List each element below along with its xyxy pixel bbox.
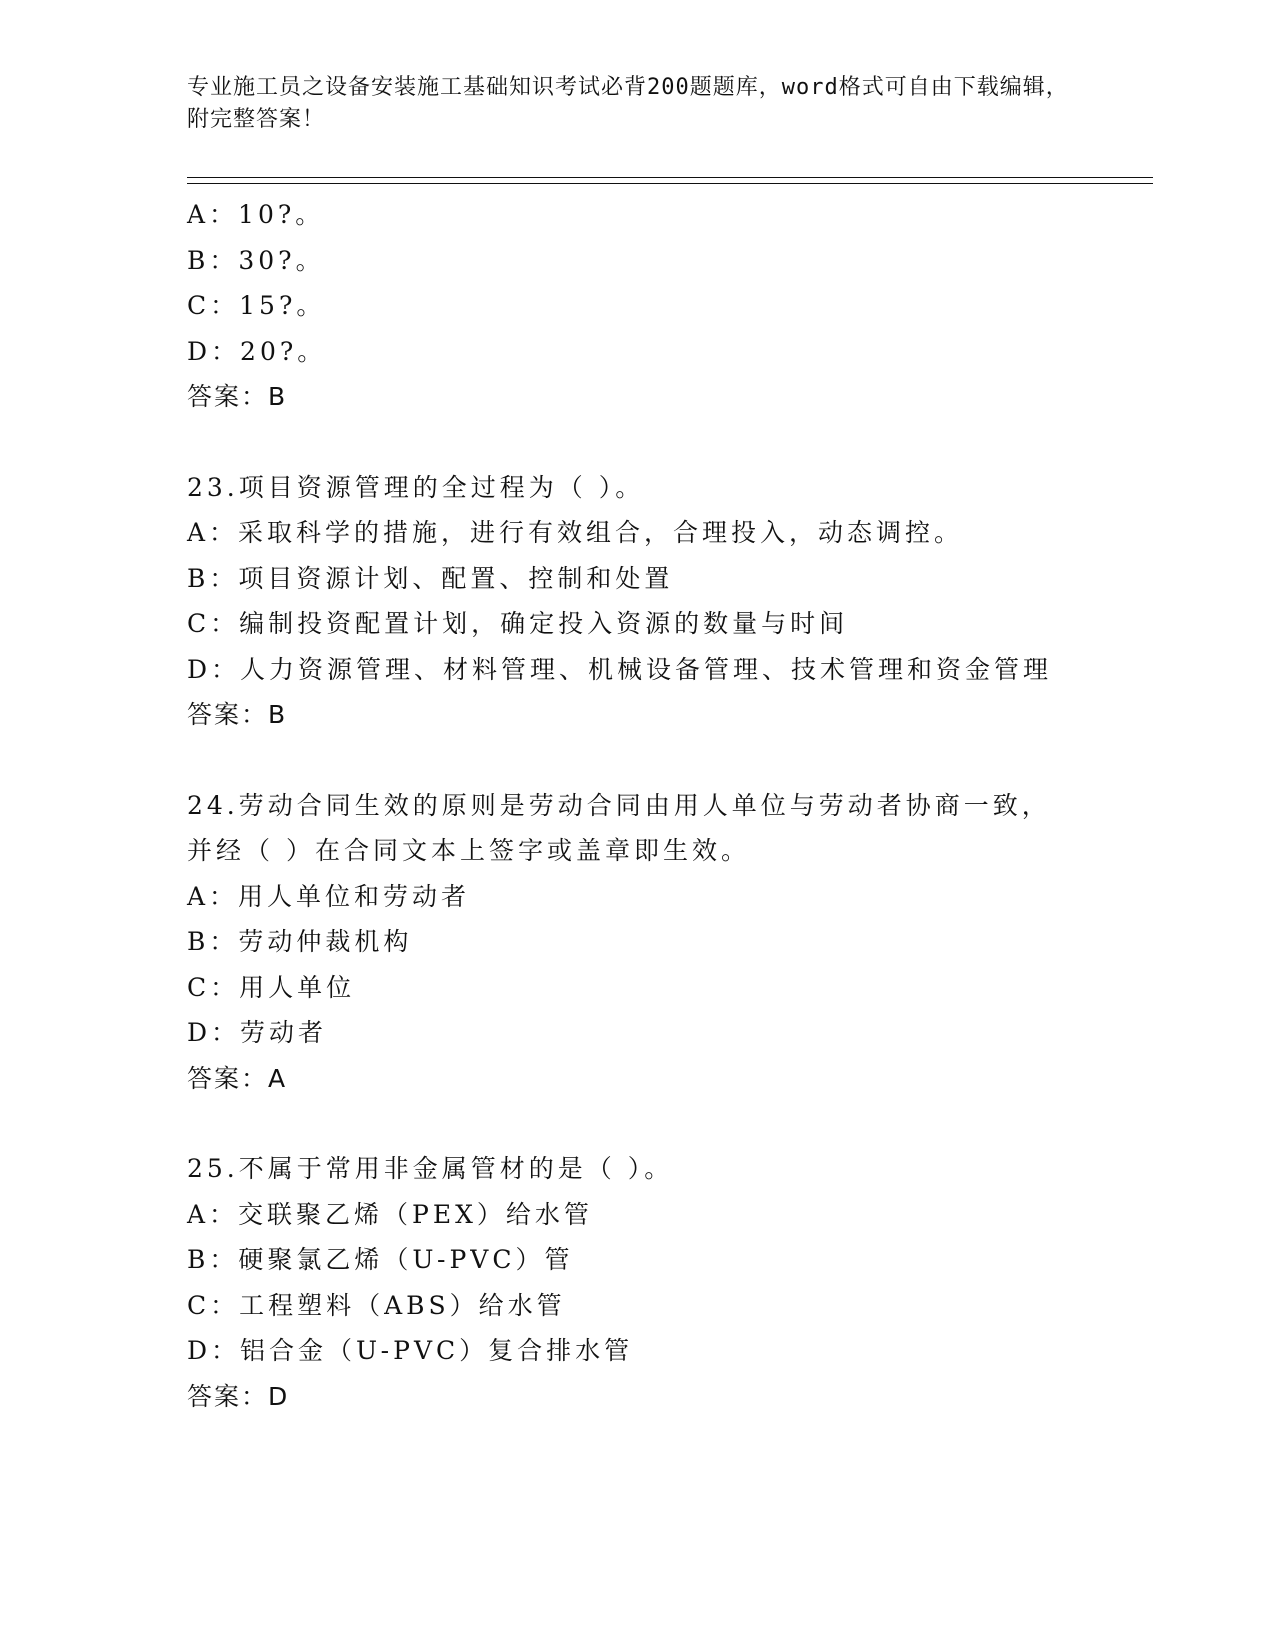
question-block-22 bbox=[187, 192, 1137, 420]
document-title: 专业施工员之设备安装施工基础知识考试必背200题题库，word格式可自由下载编辑，附完整答案！ bbox=[187, 75, 1069, 132]
option-b: B：硬聚氯乙烯（U-PVC）管 bbox=[187, 1245, 574, 1274]
option-a: A：交联聚乙烯（PEX）给水管 bbox=[187, 1199, 593, 1229]
option-c: C：工程塑料（ABS）给水管 bbox=[187, 1290, 566, 1320]
header-divider-top bbox=[187, 177, 1153, 178]
option-b: B：30?。 bbox=[187, 245, 325, 275]
question-block-24 bbox=[187, 783, 1137, 1102]
option-a: A：10?。 bbox=[187, 200, 325, 229]
option-d: D：铝合金（U-PVC）复合排水管 bbox=[187, 1336, 634, 1365]
option-c: C：用人单位 bbox=[187, 972, 356, 1002]
option-b: B：劳动仲裁机构 bbox=[187, 927, 413, 956]
option-d: D：劳动者 bbox=[187, 1018, 328, 1047]
option-c: C：编制投资配置计划，确定投入资源的数量与时间 bbox=[187, 609, 849, 638]
question-stem: 24.劳动合同生效的原则是劳动合同由用人单位与劳动者协商一致，并经（ ）在合同文本上签字或盖章即生效。 bbox=[187, 790, 1051, 865]
answer-line: 答案：A bbox=[187, 1063, 288, 1093]
question-stem: 23.项目资源管理的全过程为（ ）。 bbox=[187, 472, 645, 502]
option-a: A：采取科学的措施，进行有效组合，合理投入，动态调控。 bbox=[187, 518, 964, 547]
answer-line: 答案：D bbox=[187, 1381, 290, 1411]
option-d: D：20?。 bbox=[187, 336, 327, 366]
answer-line: 答案：B bbox=[187, 700, 288, 729]
question-block-23 bbox=[187, 465, 1137, 738]
question-block-25 bbox=[187, 1146, 1137, 1419]
option-b: B：项目资源计划、配置、控制和处置 bbox=[187, 563, 674, 593]
document-header bbox=[187, 72, 1087, 136]
option-a: A：用人单位和劳动者 bbox=[187, 881, 471, 911]
option-c: C：15?。 bbox=[187, 291, 326, 320]
option-d: D：人力资源管理、材料管理、机械设备管理、技术管理和资金管理 bbox=[187, 654, 1053, 684]
header-divider-bottom bbox=[187, 183, 1153, 184]
question-stem: 25.不属于常用非金属管材的是（ ）。 bbox=[187, 1154, 674, 1183]
answer-line: 答案：B bbox=[187, 382, 288, 411]
question-list bbox=[187, 192, 1137, 1419]
